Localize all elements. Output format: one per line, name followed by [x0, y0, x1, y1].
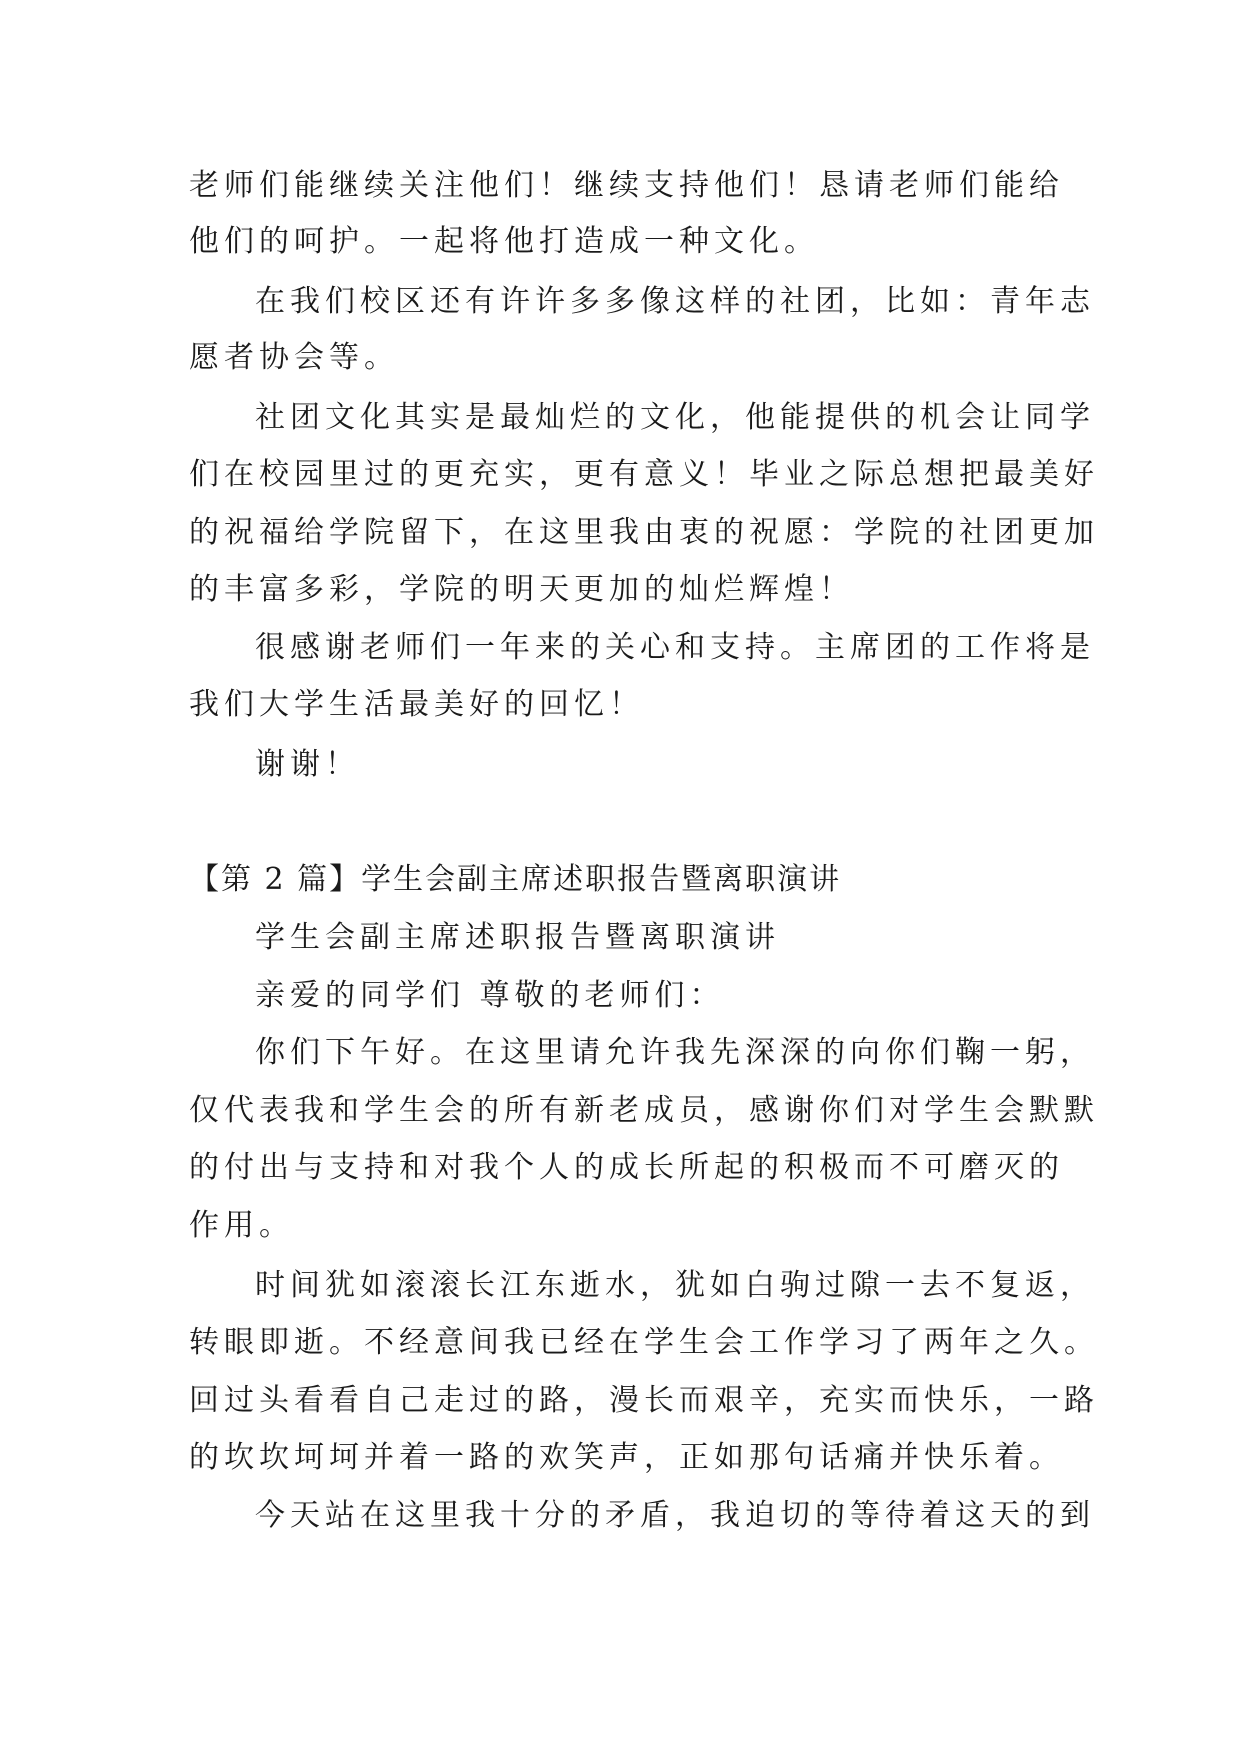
text-line: 你们下午好。在这里请允许我先深深的向你们鞠一躬，	[255, 1035, 1095, 1070]
text-line: 在我们校区还有许许多多像这样的社团，比如：青年志	[255, 284, 1095, 319]
text-line: 他们的呵护。一起将他打造成一种文化。	[189, 224, 819, 259]
section-heading: 【第 2 篇】学生会副主席述职报告暨离职演讲	[189, 862, 842, 897]
document-title: 学生会副主席述职报告暨离职演讲	[255, 920, 780, 955]
text-line: 转眼即逝。不经意间我已经在学生会工作学习了两年之久。	[189, 1325, 1099, 1360]
text-line: 的丰富多彩，学院的明天更加的灿烂辉煌！	[189, 572, 854, 607]
text-line: 很感谢老师们一年来的关心和支持。主席团的工作将是	[255, 630, 1095, 665]
text-line: 我们大学生活最美好的回忆！	[189, 687, 644, 722]
text-line: 时间犹如滚滚长江东逝水，犹如白驹过隙一去不复返，	[255, 1268, 1095, 1303]
text-line: 今天站在这里我十分的矛盾，我迫切的等待着这天的到	[255, 1498, 1095, 1533]
text-line: 们在校园里过的更充实，更有意义！毕业之际总想把最美好	[189, 457, 1099, 492]
text-line: 的祝福给学院留下，在这里我由衷的祝愿：学院的社团更加	[189, 515, 1099, 550]
salutation: 亲爱的同学们 尊敬的老师们：	[255, 978, 725, 1013]
text-line: 回过头看看自己走过的路，漫长而艰辛，充实而快乐，一路	[189, 1383, 1099, 1418]
text-line: 社团文化其实是最灿烂的文化，他能提供的机会让同学	[255, 400, 1095, 435]
text-line: 的付出与支持和对我个人的成长所起的积极而不可磨灭的	[189, 1150, 1064, 1185]
text-line: 谢谢！	[255, 747, 360, 782]
text-line: 愿者协会等。	[189, 340, 399, 375]
text-line: 作用。	[189, 1208, 294, 1243]
text-line: 仅代表我和学生会的所有新老成员，感谢你们对学生会默默	[189, 1093, 1099, 1128]
text-line: 老师们能继续关注他们！继续支持他们！恳请老师们能给	[189, 168, 1064, 203]
text-line: 的坎坎坷坷并着一路的欢笑声，正如那句话痛并快乐着。	[189, 1440, 1064, 1475]
